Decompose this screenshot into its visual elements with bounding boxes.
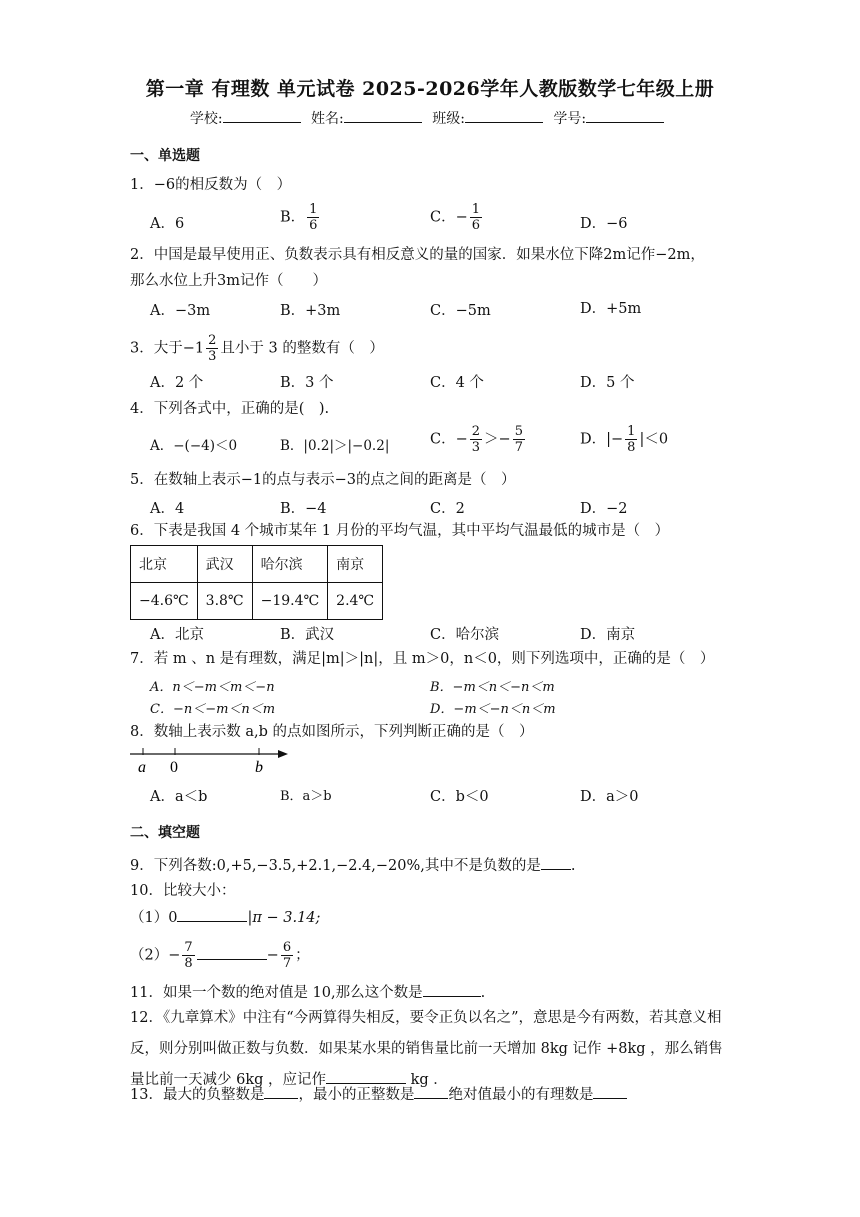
q3-option-c[interactable]: C．4 个 (430, 375, 484, 391)
q11-answer-blank[interactable] (423, 982, 481, 997)
number-line-figure (128, 744, 290, 776)
q13-blank2[interactable] (414, 1084, 448, 1099)
q4-c-prefix: C．− (430, 431, 468, 448)
q13-blank3[interactable] (593, 1084, 627, 1099)
q10-p2-blank[interactable] (197, 945, 267, 960)
q2-stem-line2: 那么水位上升3m记作（ ） (130, 273, 327, 289)
q13-part3: 绝对值最小的有理数是 (448, 1087, 594, 1103)
q5-option-a[interactable]: A．4 (150, 501, 185, 517)
numerator: 2 (208, 333, 217, 348)
q4-option-b[interactable]: B．|0.2|＞|−0.2| (280, 438, 390, 454)
class-label: 班级: (432, 111, 465, 127)
section-fill-blank: 二、填空题 (130, 825, 200, 841)
q7-option-b[interactable] (430, 676, 555, 695)
q4-c-fraction2 (513, 424, 525, 455)
city-temperature-table (130, 545, 383, 620)
q13-part2: ，最小的正整数是 (298, 1087, 415, 1103)
q4-option-a[interactable]: A．−(−4)＜0 (150, 438, 238, 454)
q7-stem: 7．若 m 、n 是有理数，满足|m|＞|n|，且 m＞0，n＜0，则下列选项中，正确的是（ ） (130, 651, 715, 667)
denominator: 6 (309, 218, 318, 233)
q1-c-prefix: C．− (430, 209, 468, 226)
q1-b-fraction (307, 202, 319, 233)
q12-paragraph (130, 1003, 730, 1096)
q13-blank1[interactable] (264, 1084, 298, 1099)
q7-b-text: B．−m＜n＜−n＜m (430, 680, 555, 695)
q11-stem (130, 982, 485, 1004)
q4-stem: 4．下列各式中，正确的是( ). (130, 401, 330, 417)
number-blank[interactable] (586, 110, 664, 123)
q10-p1-blank[interactable] (177, 907, 247, 922)
q5-option-d[interactable]: D．−2 (580, 501, 628, 517)
numerator: 1 (309, 202, 318, 217)
q9-end: . (570, 858, 576, 874)
q10-p2-prefix: （2）− (130, 947, 181, 964)
q4-d-suffix: |＜0 (639, 431, 669, 448)
denominator: 7 (282, 956, 292, 971)
q7-a-text: A．n＜−m＜m＜−n (150, 680, 275, 695)
q10-p1-suffix: |π − 3.14; (247, 910, 321, 926)
q11-text: 11．如果一个数的绝对值是 10,那么这个数是 (130, 985, 423, 1001)
q7-option-a[interactable] (150, 676, 275, 695)
q10-p2-fraction2 (281, 940, 293, 971)
student-info-line (0, 108, 860, 128)
denominator: 3 (471, 440, 481, 455)
q3-suffix: 且小于 3 的整数有（ ） (220, 340, 384, 357)
q10-p1-prefix: （1）0 (130, 910, 178, 926)
table-cell: 2.4℃ (328, 583, 383, 620)
page-title: 第一章 有理数 单元试卷 2025-2026学年人教版数学七年级上册 (145, 78, 715, 100)
q10-p2-fraction1 (182, 940, 194, 971)
q1-option-d[interactable]: D．−6 (580, 216, 628, 232)
numerator: 1 (627, 424, 636, 439)
q5-option-c[interactable]: C．2 (430, 501, 465, 517)
q10-part1 (130, 907, 320, 929)
numerator: 6 (282, 940, 292, 955)
school-label: 学校: (189, 111, 223, 127)
q2-option-b[interactable]: B．+3m (280, 303, 341, 319)
q2-option-d[interactable]: D．+5m (580, 301, 642, 317)
q4-d-prefix: D．|− (580, 431, 624, 448)
q1-c-fraction (470, 202, 482, 233)
q3-option-a[interactable]: A．2 个 (150, 375, 204, 391)
numerator: 2 (471, 424, 481, 439)
q4-option-d[interactable] (580, 424, 668, 455)
table-cell: 武汉 (197, 546, 252, 583)
number-label: 学号: (553, 111, 587, 127)
q6-option-a[interactable]: A．北京 (150, 627, 204, 643)
q2-option-a[interactable]: A．−3m (150, 303, 211, 319)
table-cell: 哈尔滨 (252, 546, 328, 583)
q4-option-c[interactable] (430, 424, 527, 455)
denominator: 7 (514, 440, 523, 455)
table-cell: 3.8℃ (197, 583, 252, 620)
arrow-head (278, 750, 288, 758)
q4-d-fraction (625, 424, 637, 455)
q4-c-mid: ＞− (484, 431, 511, 448)
name-label: 姓名: (311, 111, 344, 127)
q9-text: 9．下列各数:0,+5,−3.5,+2.1,−2.4,−20%,其中不是负数的是 (130, 858, 541, 874)
q1-stem: 1．−6的相反数为（ ） (130, 177, 292, 193)
q7-c-text: C．−n＜−m＜n＜m (150, 702, 276, 717)
q1-option-c[interactable] (430, 202, 484, 233)
q3-prefix: 3．大于−1 (130, 340, 205, 357)
table-cell: −4.6℃ (131, 583, 198, 620)
q2-stem-line1: 2．中国是最早使用正、负数表示具有相反意义的量的国家．如果水位下降2m记作−2m， (130, 247, 705, 263)
numerator: 1 (471, 202, 481, 217)
q6-option-b[interactable]: B．武汉 (280, 627, 335, 643)
name-blank[interactable] (344, 110, 422, 123)
q1-b-prefix: B． (280, 209, 306, 226)
q3-stem (130, 333, 384, 364)
q1-option-b[interactable] (280, 202, 321, 233)
q7-option-d[interactable] (430, 698, 556, 717)
q3-option-d[interactable]: D．5 个 (580, 375, 635, 391)
q12-unit: kg ． (406, 1072, 448, 1088)
q5-option-b[interactable]: B．−4 (280, 501, 327, 517)
q10-p2-mid: − (266, 947, 279, 964)
table-row-cities (131, 546, 383, 583)
q8-option-c[interactable]: C．b＜0 (430, 789, 489, 805)
q10-stem: 10．比较大小： (130, 883, 236, 899)
q8-option-a[interactable]: A．a＜b (150, 789, 208, 805)
denominator: 8 (184, 956, 193, 971)
q6-option-d[interactable]: D．南京 (580, 627, 636, 643)
table-cell: −19.4℃ (252, 583, 328, 620)
q4-c-fraction1 (470, 424, 482, 455)
table-row-temps (131, 583, 383, 620)
q8-stem: 8．数轴上表示数 a,b 的点如图所示，下列判断正确的是（ ） (130, 724, 534, 740)
q3-fraction (206, 333, 218, 364)
q8-option-d[interactable]: D．a＞0 (580, 789, 639, 805)
q13-part1: 13．最大的负整数是 (130, 1087, 265, 1103)
q8-option-b[interactable]: B．a＞b (280, 789, 332, 804)
denominator: 8 (627, 440, 636, 455)
q3-option-b[interactable]: B．3 个 (280, 375, 334, 391)
section-single-choice: 一、单选题 (130, 148, 200, 164)
q12-answer-blank[interactable] (326, 1069, 406, 1084)
q10-part2 (130, 940, 310, 971)
q10-p2-end: ； (295, 947, 310, 964)
q12-text: 12．《九章算术》中注有“今两算得失相反，要令正负以名之”，意思是今有两数，若其意义相反，则分别叫做正数与负数．如果某水果的销售量比前一天增加 8kg 记作 +8kg ，那么销售量比前一天减少 6kg ，应记作 (130, 1010, 723, 1088)
q2-option-c[interactable]: C．−5m (430, 303, 491, 319)
numerator: 5 (514, 424, 523, 439)
q5-stem: 5．在数轴上表示−1的点与表示−3的点之间的距离是（ ） (130, 472, 516, 488)
label-0: 0 (170, 759, 178, 776)
q6-stem: 6．下表是我国 4 个城市某年 1 月份的平均气温，其中平均气温最低的城市是（ ） (130, 523, 670, 539)
denominator: 3 (208, 349, 217, 364)
table-cell: 北京 (131, 546, 198, 583)
q6-option-c[interactable]: C．哈尔滨 (430, 627, 500, 643)
q7-option-c[interactable] (150, 698, 275, 717)
label-a: a (138, 759, 146, 776)
q11-end: . (480, 985, 486, 1001)
table-cell: 南京 (328, 546, 383, 583)
school-blank[interactable] (223, 110, 301, 123)
q9-stem (130, 855, 575, 877)
numerator: 7 (184, 940, 193, 955)
denominator: 6 (471, 218, 481, 233)
q7-d-text: D．−m＜−n＜n＜m (430, 702, 556, 717)
label-b: b (255, 759, 263, 776)
q9-answer-blank[interactable] (541, 855, 571, 870)
q13-stem (130, 1084, 627, 1106)
class-blank[interactable] (465, 110, 543, 123)
q1-option-a[interactable]: A．6 (150, 216, 185, 232)
